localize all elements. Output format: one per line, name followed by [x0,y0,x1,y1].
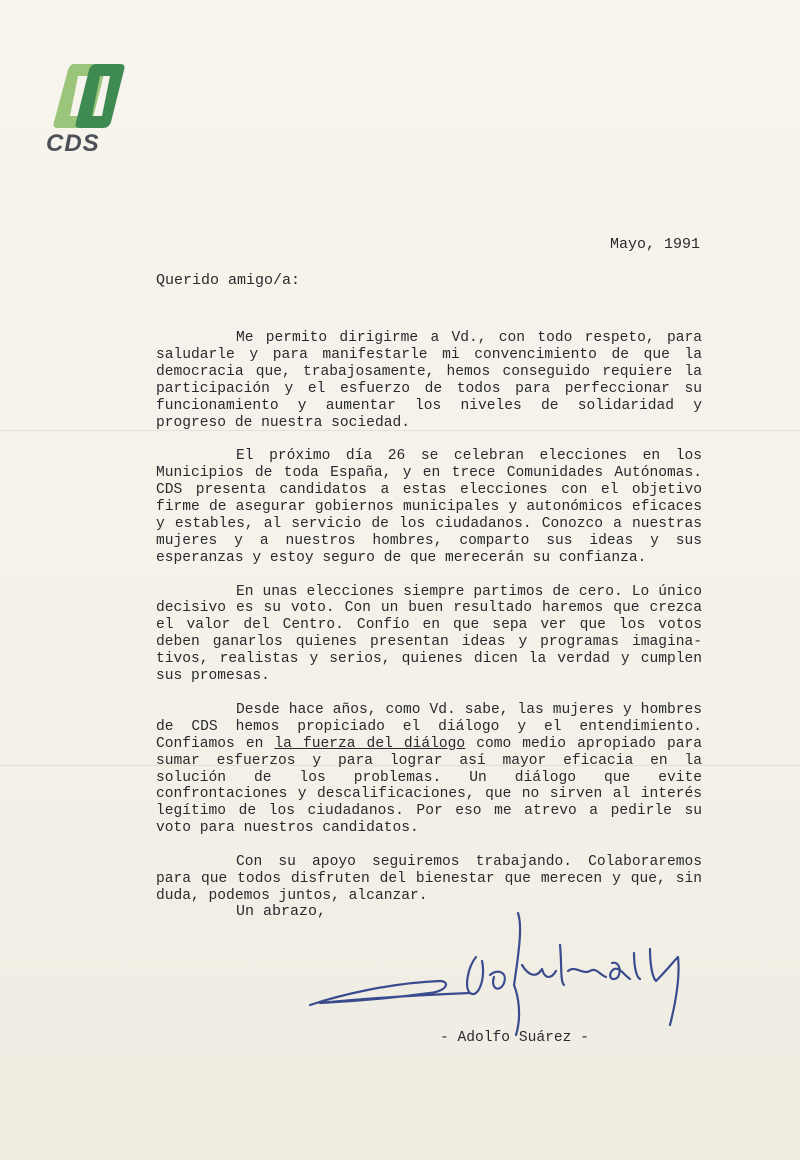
paragraph: El próximo día 26 se celebran elecciones en los Municipios de toda España, y en trece Comunidades Autónomas. CDS presenta candidatos a estas elecciones con el objetivo firme de asegurar gobiernos municipales y autonómicos eficaces y estables, al servicio de los ciudadanos. Conozco a nuestras mujeres y a nuestros hombres, comparto sus ideas y sus esperanzas y estoy seguro de que merecerán su confianza. [156,448,702,566]
paragraph: Con su apoyo seguiremos trabajando. Colaboraremos para que todos disfruten del bienestar que merecen y que, sin duda, podemos juntos, alcanzar. [156,854,702,904]
logo-wordmark: CDS [46,130,100,157]
paragraph: Me permito dirigirme a Vd., con todo respeto, para saludarle y para manifestarle mi convencimiento de que la democracia que, trabajosamente, hemos conseguido requiere la participación y el esfuerzo de todos para perfeccionar su funcionamiento y aumentar los niveles de solidaridad y progreso de nuestra sociedad. [156,330,702,431]
signature-image [300,905,730,1045]
underlined-phrase: la fuerza del diálogo [274,735,466,752]
paragraph-text: Desde hace años, como Vd. sabe, las mujeres y hombres de CDS hemos propiciado el diálogo y el entendimiento. Confiamos en [156,701,702,752]
paragraph: En unas elecciones siempre partimos de cero. Lo único decisivo es su voto. Con un buen resultado haremos que crezca el valor del Centro. Confío en que sepa ver que los votos deben ganarlos quienes presentan ideas y programas imagina-tivos, realistas y serios, quienes dicen la verdad y cumplen sus promesas. [156,583,702,685]
letter-body [156,330,702,922]
letter-date: Mayo, 1991 [609,236,700,253]
paragraph-text: como medio apropiado para sumar esfuerzos y para lograr así mayor eficacia en la solución de los problemas. Un diálogo que evite confrontaciones y descalificaciones, que no sirven al interés legítimo de los ciudadanos. Por eso me atrevo a pedirle su voto para nuestros candidatos. [156,735,702,837]
signer-name: - Adolfo Suárez - [440,1030,589,1046]
closing: Un abrazo, [236,903,327,920]
paragraph [156,702,702,837]
salutation: Querido amigo/a: [156,272,301,289]
